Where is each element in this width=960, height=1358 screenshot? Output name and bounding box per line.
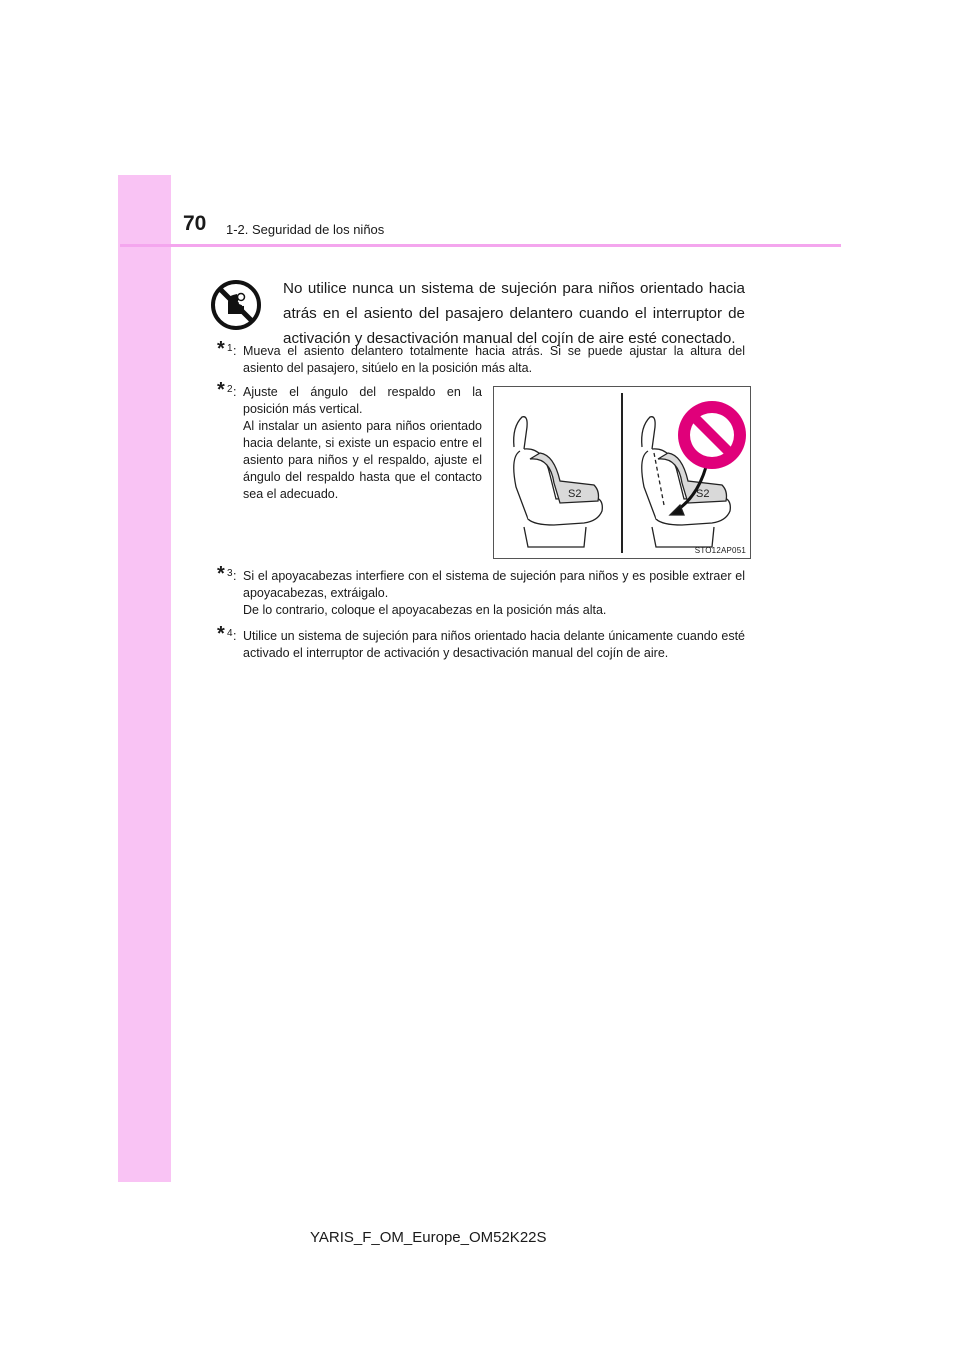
note-4: * 4 : Utilice un sistema de sujeción para niños orientado hacia delante únicamente cuando esté activado el interruptor de activación y desactivación manual del cojín de aire. xyxy=(217,623,745,660)
document-id: YARIS_F_OM_Europe_OM52K22S xyxy=(310,1229,547,1246)
seat-label: S2 xyxy=(568,488,582,500)
seat-label: S2 xyxy=(696,488,710,500)
note-3-text-1: Si el apoyacabezas interfiere con el sistema de sujeción para niños y es posible extraer el apoyacabezas, extráigalo. xyxy=(243,569,745,600)
note-asterisk: * xyxy=(217,338,225,360)
page-number: 70 xyxy=(183,212,207,235)
note-asterisk: * xyxy=(217,623,225,645)
note-4-text: Utilice un sistema de sujeción para niños orientado hacia delante únicamente cuando esté activado el interruptor de activación y desactivación manual del cojín de aire. xyxy=(243,629,745,660)
note-2-text-2: Al instalar un asiento para niños orientado hacia delante, si existe un espacio entre el asiento para niños y el respaldo, ajuste el ángulo del respaldo hasta que el contacto sea el adecuado. xyxy=(243,419,482,501)
seat-figure xyxy=(493,386,751,559)
header-rule xyxy=(120,244,841,247)
warning-text: No utilice nunca un sistema de sujeción para niños orientado hacia atrás en el asiento del pasajero delantero cuando el interruptor de activación y desactivación manual del cojín de aire esté conectado. xyxy=(283,280,745,347)
section-title: 1-2. Seguridad de los niños xyxy=(226,222,385,237)
figure-code: STO12AP051 xyxy=(694,546,746,555)
note-number: 1 xyxy=(227,343,233,354)
note-1-text: Mueva el asiento delantero totalmente hacia atrás. Si se puede ajustar la altura del asiento del pasajero, sitúelo en la posición más alta. xyxy=(243,344,745,375)
note-2: * 2 : Ajuste el ángulo del respaldo en la posición más vertical. Al instalar un asiento para niños orientado hacia delante, si existe un espacio entre el asiento para niños y el respaldo, ajuste el ángulo del respaldo hasta que el contacto sea el adecuado. xyxy=(217,379,482,501)
note-3-text-2: De lo contrario, coloque el apoyacabezas en la posición más alta. xyxy=(243,603,607,617)
note-asterisk: * xyxy=(217,379,225,401)
note-2-text-1: Ajuste el ángulo del respaldo en la posición más vertical. xyxy=(243,385,482,416)
note-1: * 1 : Mueva el asiento delantero totalmente hacia atrás. Si se puede ajustar la altura del asiento del pasajero, sitúelo en la posición más alta. xyxy=(217,338,745,375)
note-number: 4 xyxy=(227,628,233,639)
note-asterisk: * xyxy=(217,563,225,585)
note-3: * 3 : Si el apoyacabezas interfiere con el sistema de sujeción para niños y es posible extraer el apoyacabezas, extráigalo. De lo contrario, coloque el apoyacabezas en la posición más alta. xyxy=(217,563,745,617)
seat-correct-illustration xyxy=(514,417,603,547)
prohibited-icon xyxy=(678,401,746,469)
note-number: 3 xyxy=(227,568,233,579)
sidebar-tab xyxy=(118,175,171,1182)
no-rear-facing-child-seat-icon xyxy=(211,280,261,330)
note-number: 2 xyxy=(227,384,233,395)
